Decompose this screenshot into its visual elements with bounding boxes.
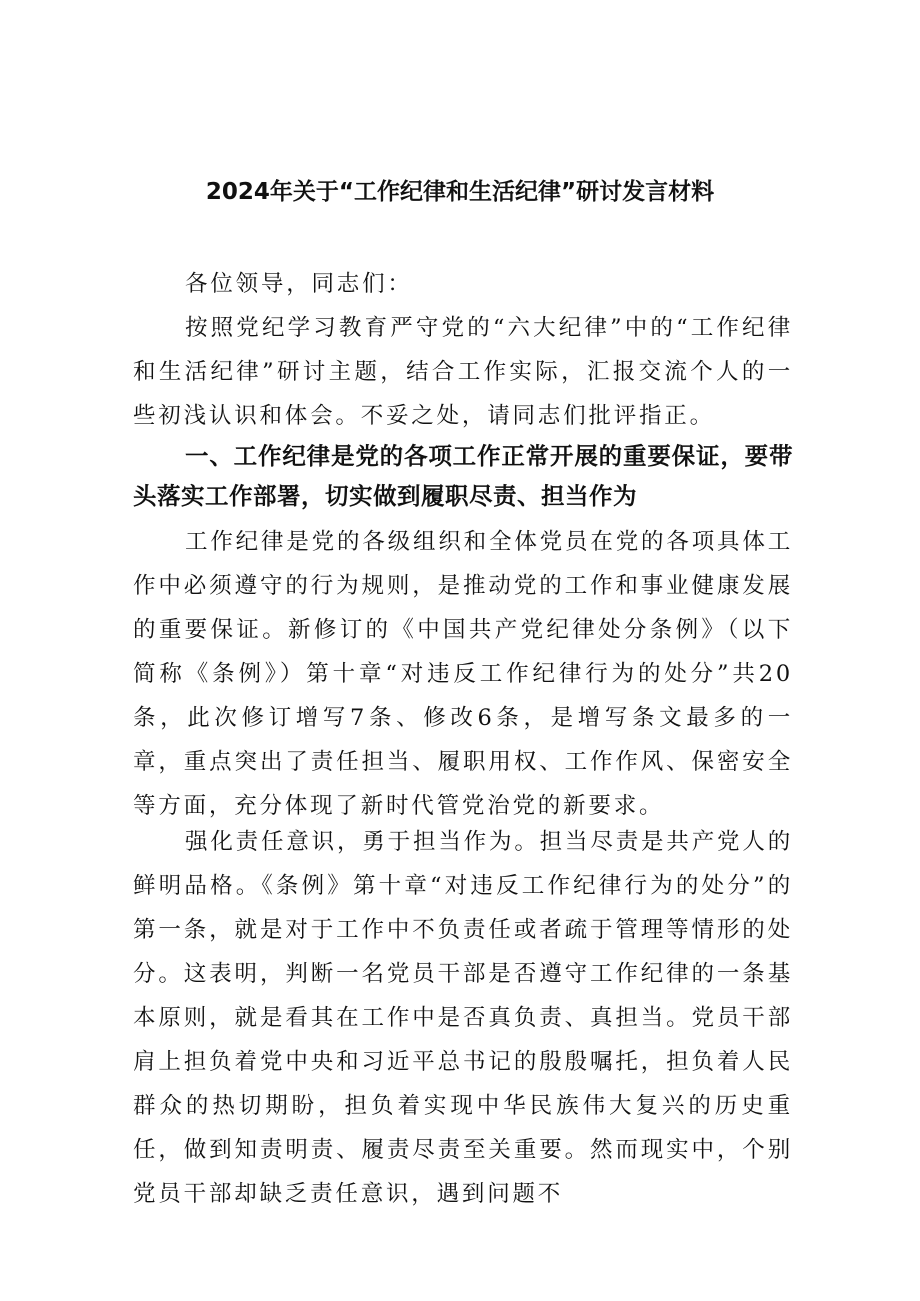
document-title: 2024年关于“工作纪律和生活纪律”研讨发言材料 xyxy=(205,179,715,205)
intro-paragraph: 按照党纪学习教育严守党的“六大纪律”中的“工作纪律和生活纪律”研讨主题，结合工作实际，汇报交流个人的一些初浅认识和体会。不妥之处，请同志们批评指正。 xyxy=(133,315,793,429)
section-heading-one: 一、工作纪律是党的各项工作正常开展的重要保证，要带头落实工作部署，切实做到履职尽责、担当作为 xyxy=(133,442,793,510)
greeting: 各位领导，同志们： xyxy=(185,271,413,297)
paragraph-work-discipline: 工作纪律是党的各级组织和全体党员在党的各项具体工作中必须遵守的行为规则，是推动党的工作和事业健康发展的重要保证。新修订的《中国共产党纪律处分条例》（以下简称《条例》）第十章“对违反工作纪律行为的处分”共20条，此次修订增写7条、修改6条，是增写条文最多的一章，重点突出了责任担当、履职用权、工作作风、保密安全等方面，充分体现了新时代管党治党的新要求。 xyxy=(133,529,793,819)
paragraph-responsibility: 强化责任意识，勇于担当作为。担当尽责是共产党人的鲜明品格。《条例》第十章“对违反工作纪律行为的处分”的第一条，就是对于工作中不负责任或者疏于管理等情形的处分。这表明，判断一名党员干部是否遵守工作纪律的一条基本原则，就是看其在工作中是否真负责、真担当。党员干部肩上担负着党中央和习近平总书记的殷殷嘱托，担负着人民群众的热切期盼，担负着实现中华民族伟大复兴的历史重任，做到知责明责、履责尽责至关重要。然而现实中，个别党员干部却缺乏责任意识，遇到问题不 xyxy=(133,829,793,1207)
